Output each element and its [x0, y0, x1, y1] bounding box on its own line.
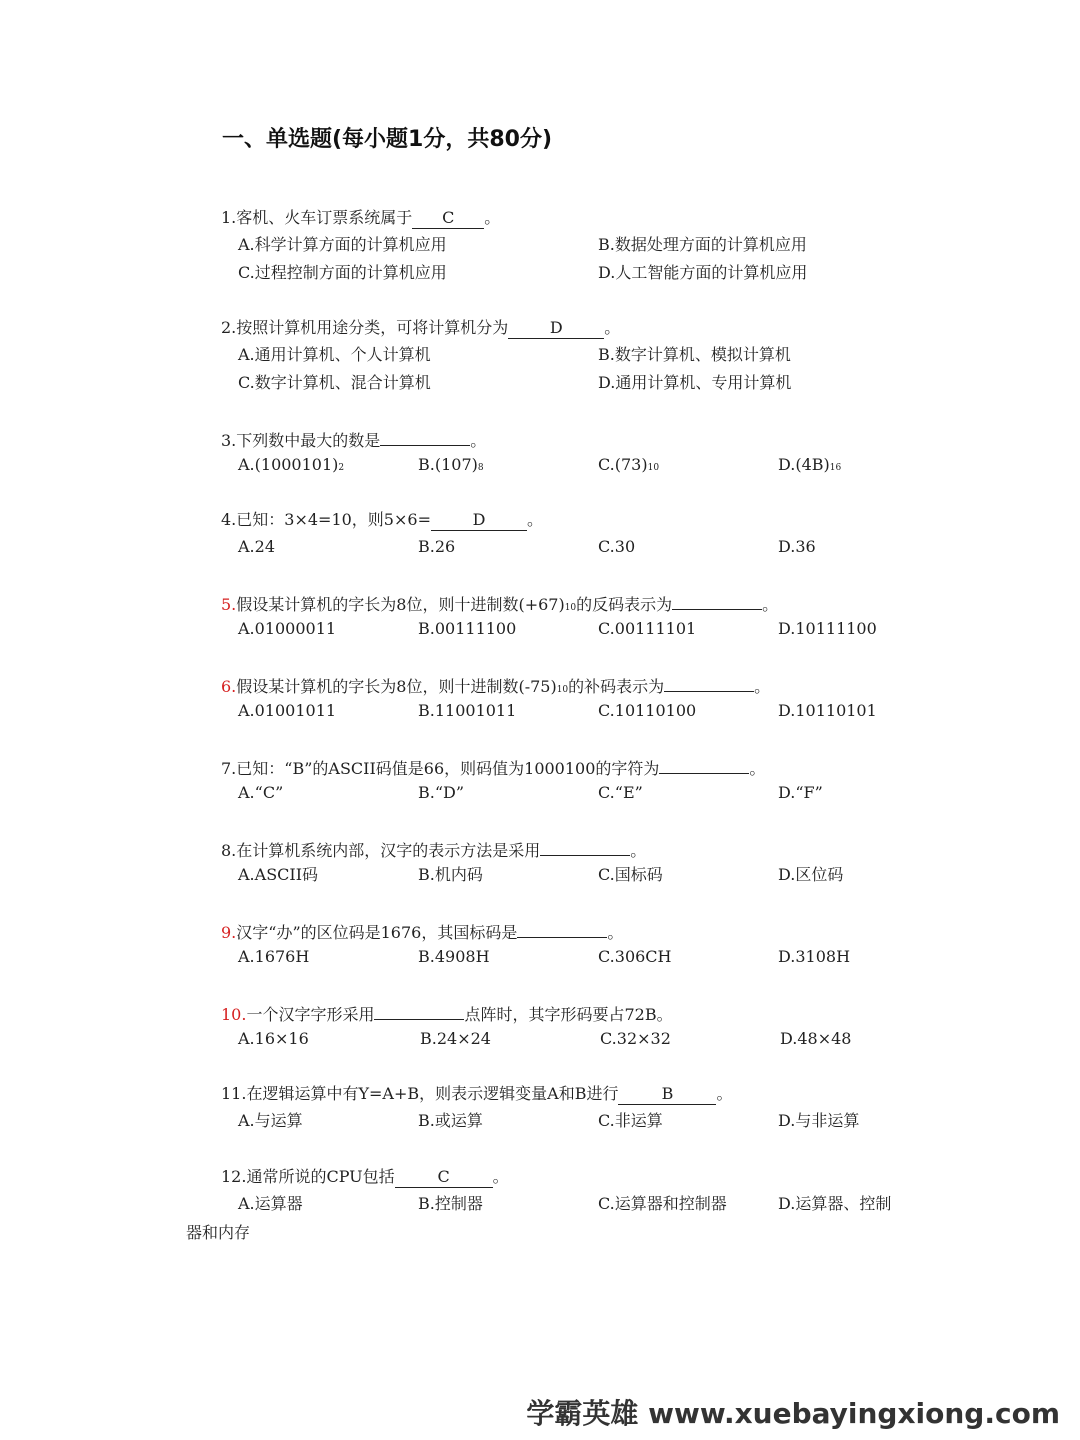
- question-7: [221, 753, 1041, 807]
- question-number: 5.: [221, 595, 237, 614]
- option-c: C.运算器和控制器: [598, 1194, 727, 1213]
- site-watermark: 学霸英雄 www.xuebayingxiong.com: [526, 1397, 1060, 1430]
- option-c: C.数字计算机、混合计算机: [238, 373, 431, 392]
- option-d: D.10111100: [778, 619, 877, 638]
- option-d: D.区位码: [778, 865, 844, 884]
- option-d: D.10110101: [778, 701, 877, 720]
- option-b: B.00111100: [418, 619, 517, 638]
- option-a: A.1676H: [238, 947, 310, 966]
- question-stem: 6.假设某计算机的字长为8位，则十进制数(-75)10的补码表示为 。: [221, 671, 1041, 697]
- options-row: [221, 369, 1041, 397]
- question-3: [221, 425, 1041, 479]
- option-a: A.科学计算方面的计算机应用: [238, 235, 447, 254]
- option-b: B.(107)8: [418, 455, 484, 474]
- option-c: C.“E”: [598, 783, 643, 802]
- answer-blank: D: [431, 510, 527, 531]
- options-row: [221, 1025, 1041, 1053]
- answer-blank: C: [395, 1167, 493, 1188]
- option-c: C.(73)10: [598, 455, 660, 474]
- options-row: [221, 615, 1041, 643]
- question-number: 4.: [221, 510, 237, 529]
- question-1: [221, 205, 1041, 287]
- question-number: 6.: [221, 677, 237, 696]
- options-row: [221, 231, 1041, 259]
- option-d: D.3108H: [778, 947, 851, 966]
- question-stem: 12.通常所说的CPU包括 C 。: [221, 1167, 509, 1186]
- option-a: A.24: [238, 537, 275, 556]
- question-stem: 2.按照计算机用途分类，可将计算机分为 D 。: [221, 318, 621, 337]
- question-2: [221, 315, 1041, 397]
- option-d-wrap: 器和内存: [186, 1223, 251, 1242]
- question-stem: 10.一个汉字字形采用 点阵时，其字形码要占72B。: [221, 999, 1041, 1025]
- option-c: C.非运算: [598, 1111, 663, 1130]
- question-number: 1.: [221, 208, 237, 227]
- answer-blank: D: [508, 318, 604, 339]
- option-a: A.与运算: [238, 1111, 303, 1130]
- options-row: [221, 943, 1041, 971]
- options-row: [221, 259, 1041, 287]
- options-row: [221, 861, 1041, 889]
- option-d: D.48×48: [780, 1029, 852, 1048]
- option-d: D.(4B)16: [778, 455, 842, 474]
- option-a: A.(1000101)2: [238, 455, 345, 474]
- question-number: 11.: [221, 1084, 247, 1103]
- option-d: D.36: [778, 537, 816, 556]
- option-b: B.24×24: [420, 1029, 491, 1048]
- question-6: [221, 671, 1041, 725]
- answer-blank: C: [412, 208, 484, 229]
- option-c: C.306CH: [598, 947, 672, 966]
- question-stem: 7.已知：“B”的ASCII码值是66，则码值为1000100的字符为 。: [221, 753, 1041, 779]
- question-stem: 9.汉字“办”的区位码是1676，其国标码是 。: [221, 917, 1041, 943]
- options-row: [221, 1107, 1041, 1135]
- question-8: [221, 835, 1041, 889]
- option-b: B.4908H: [418, 947, 490, 966]
- question-number: 9.: [221, 923, 237, 942]
- option-d: D.通用计算机、专用计算机: [598, 373, 792, 392]
- options-row: [221, 341, 1041, 369]
- option-d: D.运算器、控制: [778, 1194, 892, 1213]
- question-number: 2.: [221, 318, 237, 337]
- answer-blank: [517, 917, 607, 938]
- option-b: B.“D”: [418, 783, 465, 802]
- question-number: 8.: [221, 841, 237, 860]
- options-row: [221, 697, 1041, 725]
- option-b: B.数字计算机、模拟计算机: [598, 345, 791, 364]
- question-stem: 1.客机、火车订票系统属于 C 。: [221, 208, 501, 227]
- question-9: [221, 917, 1041, 971]
- question-11: [221, 1081, 1041, 1135]
- option-c: C.过程控制方面的计算机应用: [238, 263, 447, 282]
- option-c: C.30: [598, 537, 636, 556]
- answer-blank: [540, 835, 630, 856]
- question-stem: 5.假设某计算机的字长为8位，则十进制数(+67)10的反码表示为 。: [221, 589, 1041, 615]
- option-d: D.人工智能方面的计算机应用: [598, 263, 808, 282]
- option-a: A.“C”: [238, 783, 284, 802]
- answer-blank: [672, 589, 762, 610]
- question-stem: 8.在计算机系统内部，汉字的表示方法是采用 。: [221, 835, 1041, 861]
- answer-blank: [380, 425, 470, 446]
- answer-blank: [659, 753, 749, 774]
- question-stem: 11.在逻辑运算中有Y=A+B，则表示逻辑变量A和B进行 B 。: [221, 1084, 733, 1103]
- question-12: [221, 1164, 1041, 1218]
- option-a: A.01000011: [238, 619, 337, 638]
- options-row: [221, 1190, 1041, 1218]
- option-c: C.32×32: [600, 1029, 671, 1048]
- option-a: A.通用计算机、个人计算机: [238, 345, 431, 364]
- section-heading: 一、单选题(每小题1分，共80分): [222, 127, 553, 152]
- question-10: [221, 999, 1041, 1053]
- option-a: A.运算器: [238, 1194, 303, 1213]
- answer-blank: [664, 671, 754, 692]
- option-b: B.26: [418, 537, 456, 556]
- options-row: [221, 779, 1041, 807]
- question-stem: 3.下列数中最大的数是 。: [221, 425, 1041, 451]
- option-b: B.机内码: [418, 865, 483, 884]
- question-5: [221, 589, 1041, 643]
- option-b: B.数据处理方面的计算机应用: [598, 235, 807, 254]
- answer-blank: B: [618, 1084, 716, 1105]
- question-4: [221, 507, 1041, 561]
- option-d: D.“F”: [778, 783, 823, 802]
- option-a: A.16×16: [238, 1029, 309, 1048]
- options-row: [221, 451, 1041, 479]
- answer-blank: [374, 999, 464, 1020]
- option-b: B.11001011: [418, 701, 517, 720]
- question-number: 3.: [221, 431, 237, 450]
- question-number: 7.: [221, 759, 237, 778]
- option-c: C.国标码: [598, 865, 663, 884]
- question-stem: 4.已知：3×4=10，则5×6= D 。: [221, 510, 543, 529]
- question-number: 10.: [221, 1005, 247, 1024]
- option-c: C.10110100: [598, 701, 697, 720]
- option-d: D.与非运算: [778, 1111, 860, 1130]
- option-b: B.或运算: [418, 1111, 483, 1130]
- options-row: [221, 533, 1041, 561]
- option-b: B.控制器: [418, 1194, 483, 1213]
- option-c: C.00111101: [598, 619, 697, 638]
- option-a: A.01001011: [238, 701, 337, 720]
- question-number: 12.: [221, 1167, 247, 1186]
- option-a: A.ASCII码: [238, 865, 319, 884]
